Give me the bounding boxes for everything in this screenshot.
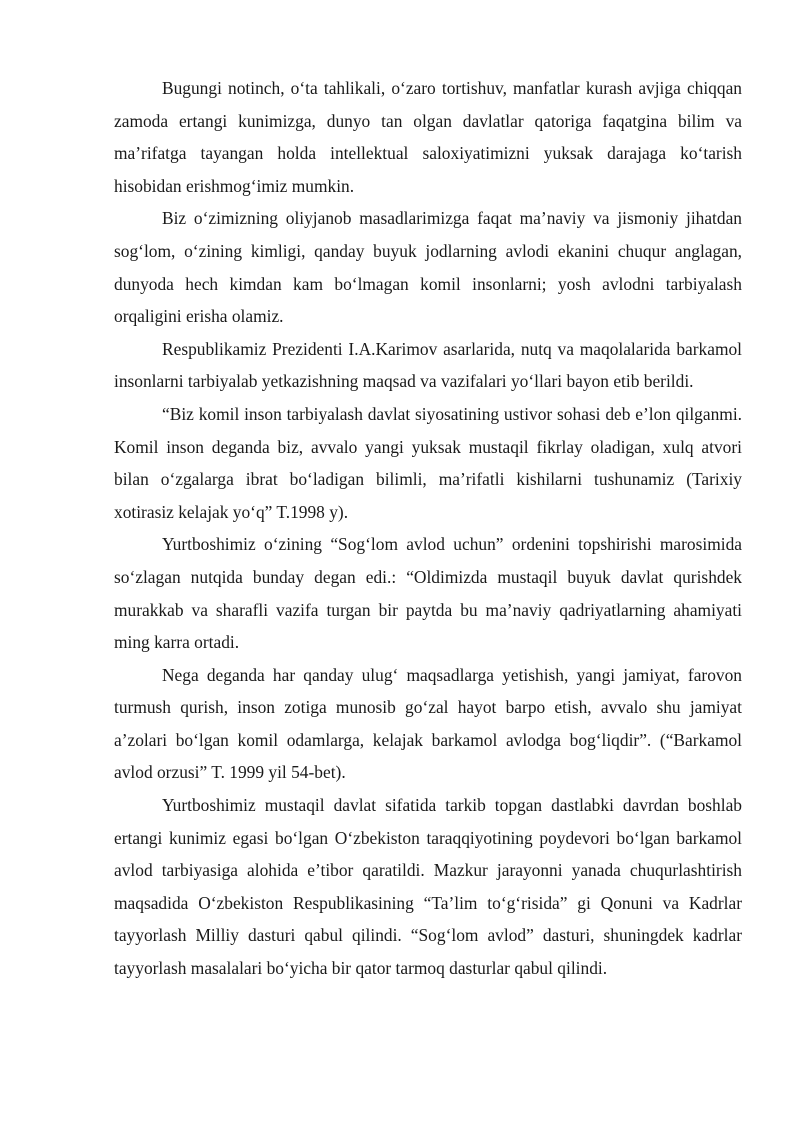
- paragraph-6: Nega deganda har qanday ulug‘ maqsadlarga yetishish, yangi jamiyat, farovon turmush qurish, inson zotiga munosib go‘zal hayot barpo etish, avvalo shu jamiyat a’zolari bo‘lgan komil odamlarga, kelajak barkamol avlodga bog‘liqdir”. (“Barkamol avlod orzusi” T. 1999 yil 54-bet).: [114, 664, 742, 783]
- document-page: [114, 72, 742, 985]
- paragraph-4: “Biz komil inson tarbiyalash davlat siyosatining ustivor sohasi deb e’lon qilganmi. Komil inson deganda biz, avvalo yangi yuksak mustaqil fikrlay oladigan, xulq atvori bilan o‘zgalarga ibrat bo‘ladigan bilimli, ma’rifatli kishilarni tushunamiz (Tarixiy xotirasiz kelajak yo‘q” T.1998 y).: [114, 403, 742, 522]
- paragraph-3: Respublikamiz Prezidenti I.A.Karimov asarlarida, nutq va maqolalarida barkamol insonlarni tarbiyalab yetkazishning maqsad va vazifalari yo‘llari bayon etib berildi.: [114, 338, 742, 392]
- paragraph-7: Yurtboshimiz mustaqil davlat sifatida tarkib topgan dastlabki davrdan boshlab ertangi kunimiz egasi bo‘lgan O‘zbekiston taraqqiyotining poydevori bo‘lgan barkamol avlod tarbiyasiga alohida e’tibor qaratildi. Mazkur jarayonni yanada chuqurlashtirish maqsadida O‘zbekiston Respublikasining “Ta’lim to‘g‘risida” gi Qonuni va Kadrlar tayyorlash Milliy dasturi qabul qilindi. “Sog‘lom avlod” dasturi, shuningdek kadrlar tayyorlash masalalari bo‘yicha bir qator tarmoq dasturlar qabul qilindi.: [114, 795, 742, 979]
- paragraph-1: Bugungi notinch, o‘ta tahlikali, o‘zaro tortishuv, manfatlar kurash avjiga chiqqan zamoda ertangi kunimizga, dunyo tan olgan davlatlar qatoriga faqatgina bilim va ma’rifatga tayangan holda intellektual saloxiyatimizni yuksak darajaga ko‘tarish hisobidan erishmog‘imiz mumkin.: [114, 78, 742, 196]
- paragraph-5: Yurtboshimiz o‘zining “Sog‘lom avlod uchun” ordenini topshirishi marosimida so‘zlagan nutqida bunday degan edi.: “Oldimizda mustaqil buyuk davlat qurishdek murakkab va sharafli vazifa turgan bir paytda bu ma’naviy qadriyatlarning ahamiyati ming karra ortadi.: [114, 534, 742, 653]
- paragraph-2: Biz o‘zimizning oliyjanob masadlarimizga faqat ma’naviy va jismoniy jihatdan sog‘lom, o‘zining kimligi, qanday buyuk jodlarning avlodi ekanini chuqur anglagan, dunyoda hech kimdan kam bo‘lmagan komil insonlarni; yosh avlodni tarbiyalash orqaligini erisha olamiz.: [114, 208, 742, 327]
